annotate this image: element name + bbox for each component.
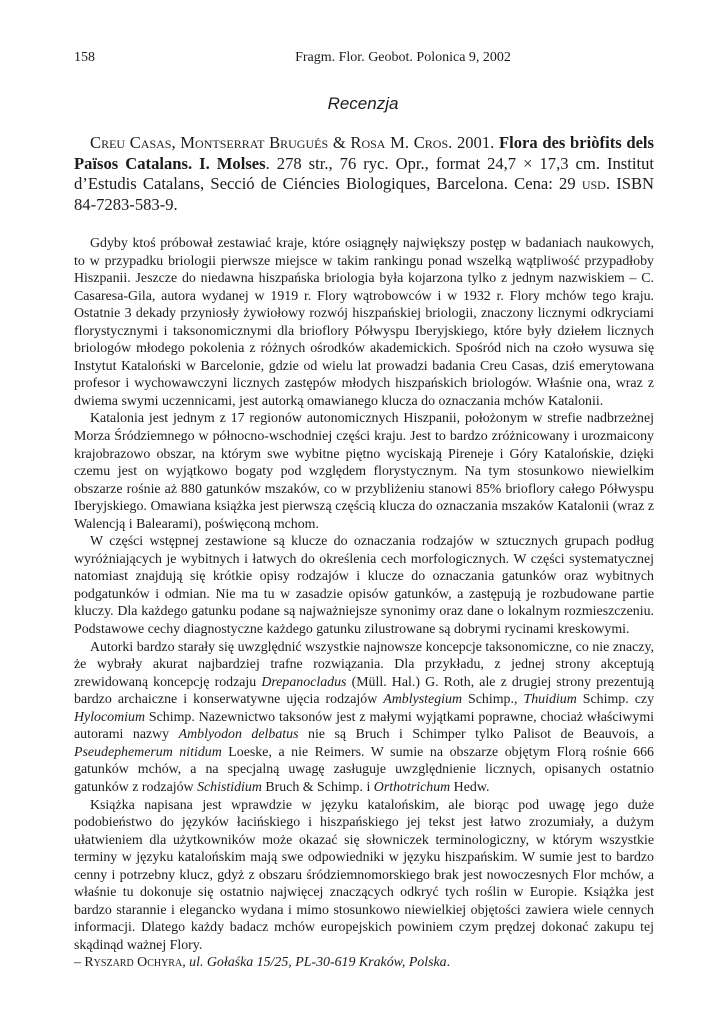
journal-header: Fragm. Flor. Geobot. Polonica 9, 2002 bbox=[295, 50, 511, 65]
citation-details: . 278 str., 76 ryc. Opr., format 24,7 × 17,3 cm. Institut d’Estudis Catalans, Secció de Ciéncies Biologiques, Barcelona. Cena: 29 bbox=[74, 153, 654, 193]
text-run: (Müll. Hal.) G. Roth, ale z drugiej strony prezentują bardzo archaiczne i konserwatywne ujęcia rodzajów bbox=[74, 674, 654, 708]
review-body bbox=[74, 235, 654, 972]
reviewer-address: , ul. Gołaśka 15/25, PL-30-619 Kraków, Polska bbox=[182, 955, 447, 971]
text-run: Loeske, a nie Reimers. W sumie na obszarze objętym Florą rośnie 666 gatunków mchów, a na specjalną uwagę zasługuje uwzględnienie licznych, opisanych ostatnio gatunków z rodzajów bbox=[74, 744, 654, 795]
paragraph-5 bbox=[74, 797, 654, 972]
signature-dash: – bbox=[74, 955, 85, 971]
signature-end: . bbox=[446, 955, 451, 971]
reviewer-name: Ryszard Ochyra bbox=[84, 955, 183, 971]
citation-authors: Creu Casas, Montserrat Brugués & Rosa M. Cros bbox=[90, 133, 449, 152]
text-run: Schimp. czy bbox=[576, 692, 655, 708]
paragraph-4 bbox=[74, 639, 654, 797]
text-run: nie są Bruch i Schimper tylko Palisot de Beauvois, a bbox=[298, 727, 654, 743]
page-number: 158 bbox=[74, 50, 95, 65]
text-run: Książka napisana jest wprawdzie w języku katalońskim, ale biorąc pod uwagę jego duże podobieństwo do języków łacińskiego i hiszpańskiego jej tekst jest łatwo zrozumiały, a dużym ułatwieniem dla użytkowników może okazać się słowniczek terminologiczny, w którym wszystkie terminy w języku katalońskim mają swe odpowiedniki w języku hiszpańskim. W sumie jest to bardzo cenny i potrzebny klucz, gdyż z obszaru śródziemnomorskiego brak jest nowoczesnych Flor mchów, a właśnie tu dokonuje się ostatnio najwięcej znaczących odkryć tych roślin w Europie. Książka jest bardzo starannie i elegancko wydana i mimo stosunkowo niewielkiej objętości zawiera wiele cennych informacji. Dlatego każdy badacz mchów europejskich powiniem czym prędzej dokonać zakupu tej skądinąd ważnej Flory. bbox=[74, 797, 654, 953]
book-citation bbox=[74, 133, 654, 215]
text-run: Schimp., bbox=[461, 692, 524, 708]
taxon-name: Schistidium bbox=[197, 779, 262, 795]
taxon-name: Orthotrichum bbox=[373, 779, 451, 795]
paragraph-2: Katalonia jest jednym z 17 regionów autonomicznych Hiszpanii, położonym w strefie nadbrzeżnej Morza Śródziemnego w północno-wschodniej części kraju. Jest to bardzo zróżnicowany i urozmaicony krajobrazowo obszar, na którym swe wybitne piętno wyciskają Pireneje i Góry Katalońskie, dzięki czemu jest on wyjątkowo bogaty pod względem florystycznym. Na tym stosunkowo niewielkim obszarze rośnie aż 880 gatunków mszaków, co w przybliżeniu stanowi 85% brioflory całego Półwyspu Iberyjskiego. Omawiana książka jest pierwszą częścią klucza do oznaczania mszaków Katalonii (wraz z Walencją i Balearami), poświęconą mchom. bbox=[74, 411, 654, 532]
citation-title: Flora des briòfits dels Països Catalans. I. Molses bbox=[74, 133, 655, 173]
taxon-name: Drepanocladus bbox=[261, 674, 347, 690]
taxon-name: Hylocomium bbox=[74, 709, 145, 725]
text-run: Schimp. Nazewnictwo taksonów jest z małymi wyjątkami poprawne, chociaż właściwymi autorami nazwy bbox=[74, 709, 654, 743]
paragraph-1: Gdyby ktoś próbował zestawiać kraje, które osiągnęły największy postęp w badaniach naukowych, to w przypadku briologii pierwsze miejsce w takim rankingu ponad wszelką wątpliwość przypadłoby Hiszpanii. Jeszcze do niedawna hiszpańska briologia była kojarzona tylko z jednym nazwiskiem – C. Casaresa-Gila, autora wydanej w 1919 r. Flory wątrobowców i w 1932 r. Flory mchów tego kraju. Ostatnie 3 dekady przyniosły żywiołowy rozwój hiszpańskiej briologii, znaczony licznymi odkryciami florystycznymi i taksonomicznymi dla brioflory Półwyspu Iberyjskiego, które były dziełem licznych briologów młodego pokolenia z różnych ośrodków akademickich. Spośród nich na czoło wysuwa się Instytut Kataloński w Barcelonie, gdzie od wielu lat prowadzi badania Creu Casas, dziś emerytowana profesor i wychowawczyni licznych zastępów młodych hiszpańskich briologów. Właśnie ona, wraz z dwiema swymi uczennicami, jest autorką omawianego klucza do oznaczania mchów Katalonii. bbox=[74, 236, 654, 409]
taxon-name: Thuidium bbox=[523, 692, 577, 708]
taxon-name: Amblyodon delbatus bbox=[178, 727, 299, 743]
taxon-name: Amblystegium bbox=[383, 692, 462, 708]
citation-currency: usd bbox=[581, 174, 606, 193]
paragraph-3: W części wstępnej zestawione są klucze do oznaczania rodzajów w sztucznych grupach podług wyróżniających je wybitnych i łatwych do określenia cech morfologicznych. W części systematycznej natomiast znajdują się krótkie opisy rodzajów i klucze do oznaczania gatunków oraz wybitnych podgatunków i odmian. Nie ma tu w zasadzie opisów gatunków, a zastępują je rozbudowane partie kluczy. Dla każdego gatunku podane są najważniejsze synonimy oraz dane o lokalnym rozmieszczeniu. Podstawowe cechy diagnostyczne każdego gatunku zilustrowane są dobrymi rycinami kreskowymi. bbox=[74, 534, 654, 638]
text-run: Autorki bardzo starały się uwzględnić wszystkie najnowsze koncepcje taksonomiczne, co nie znaczy, że wybrały akurat najbardziej trafne rozwiązania. Dla przykładu, z jednej strony akceptują zrewidowaną koncepcję rodzaju bbox=[74, 639, 654, 690]
text-run: Hedw. bbox=[450, 779, 490, 795]
citation-year: . 2001. bbox=[448, 133, 499, 152]
citation-isbn: . ISBN 84-7283-583-9. bbox=[74, 174, 654, 214]
taxon-name: Pseudephemerum nitidum bbox=[74, 744, 222, 760]
text-run: Bruch & Schimp. i bbox=[261, 779, 374, 795]
section-title: Recenzja bbox=[327, 94, 399, 113]
